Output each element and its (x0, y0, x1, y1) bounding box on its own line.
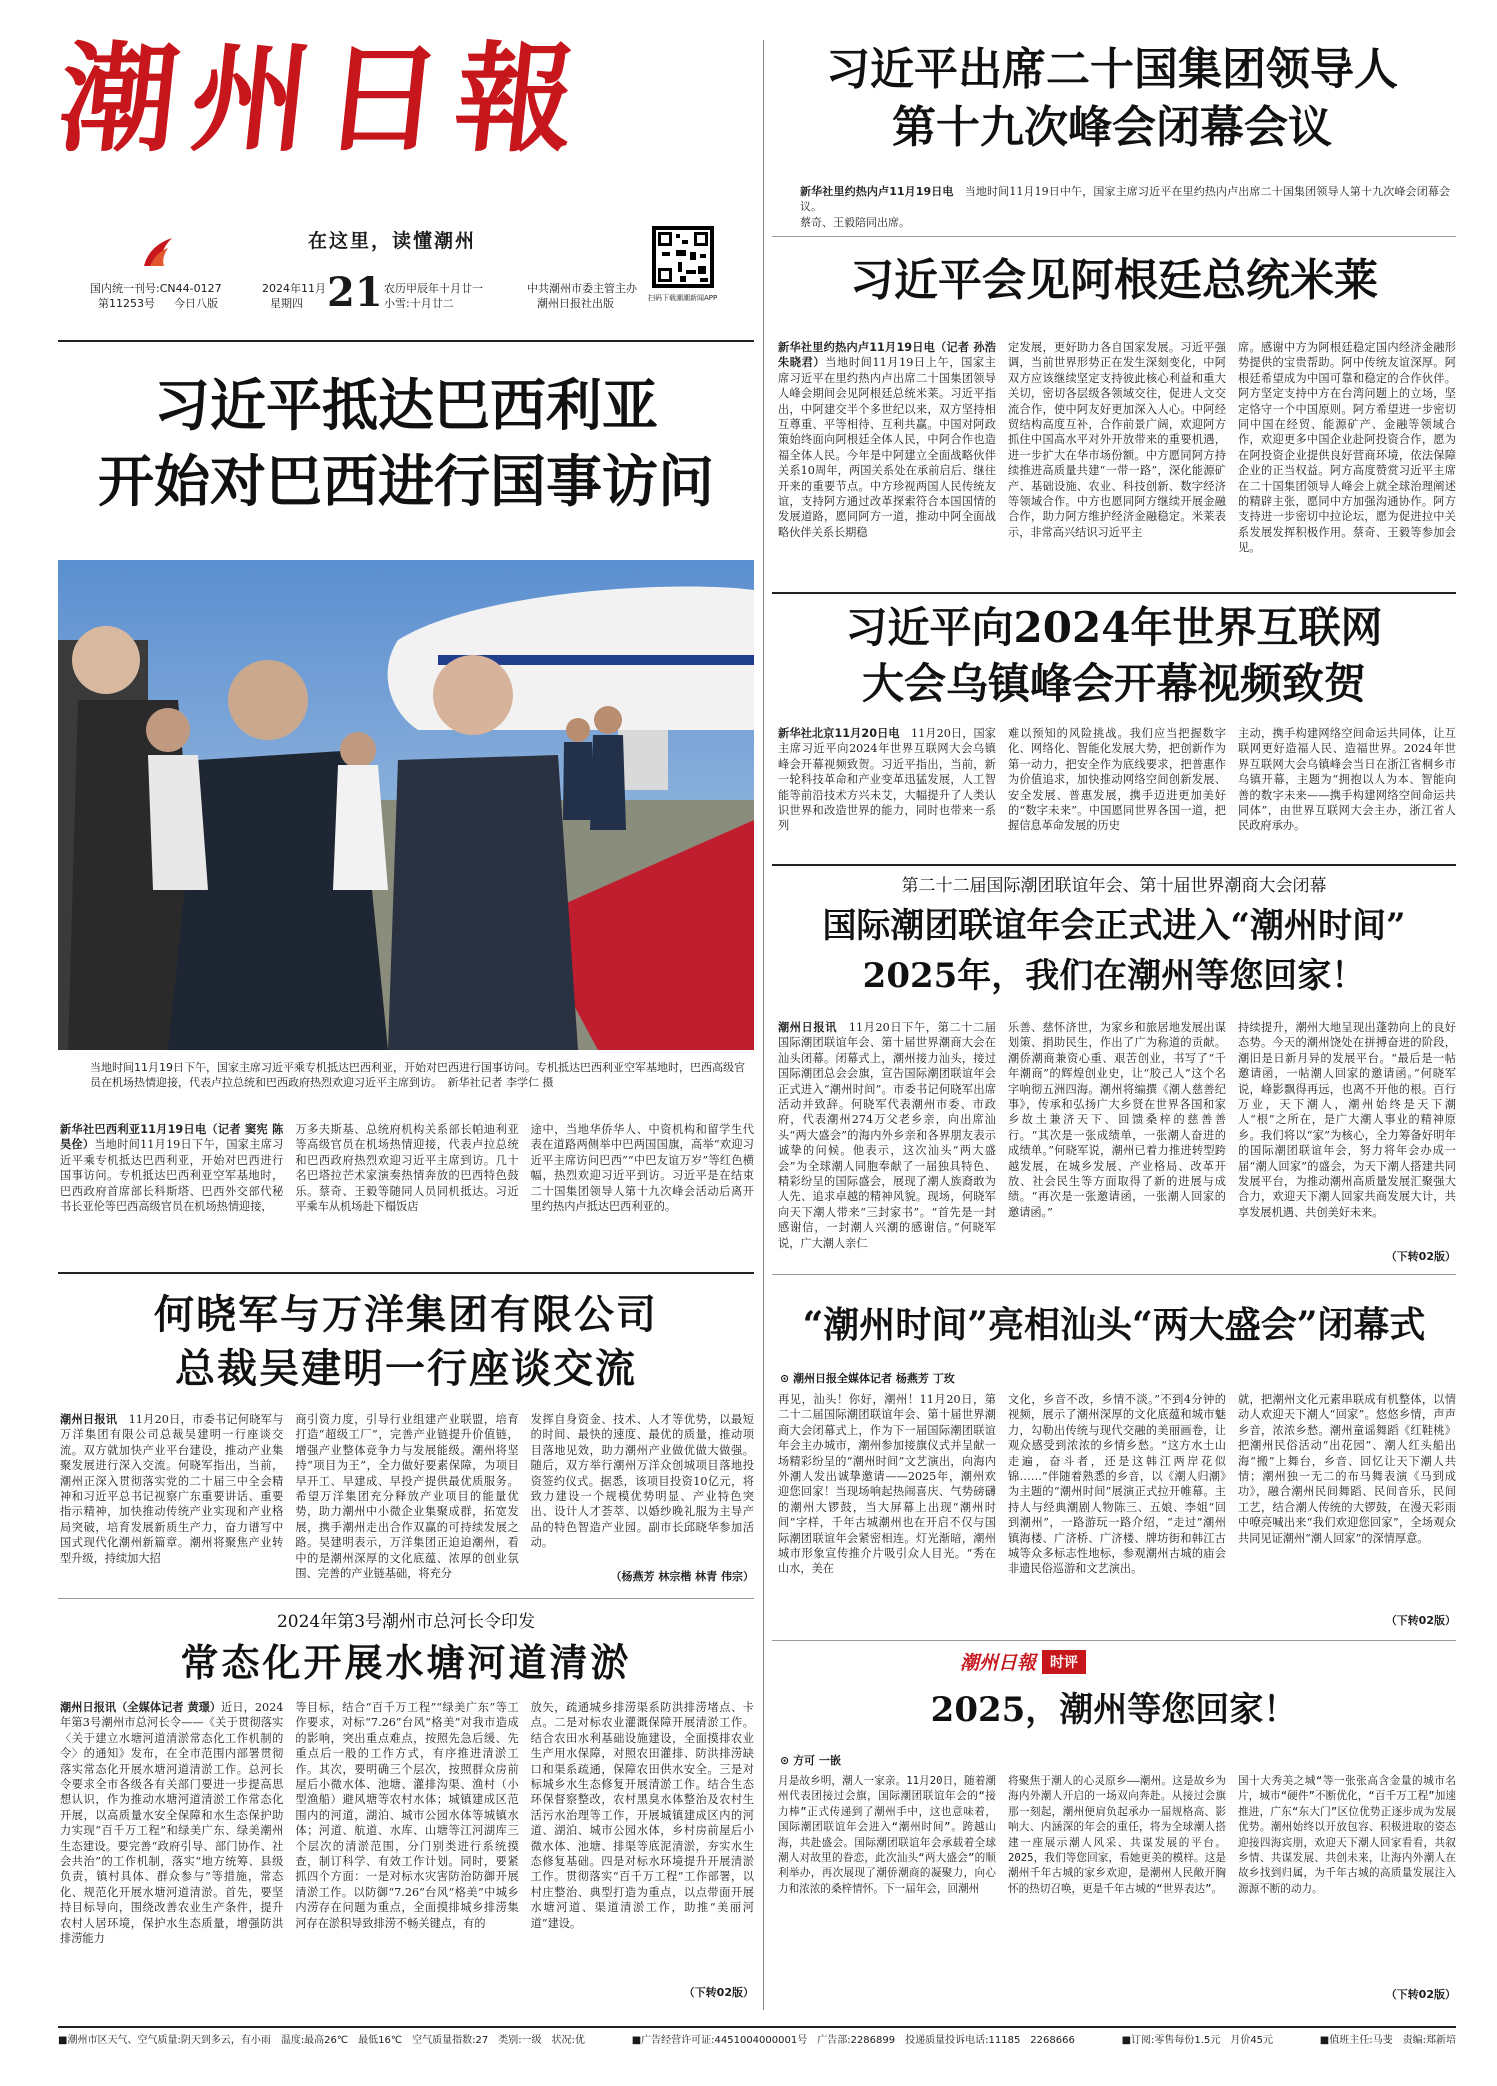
commentary-tag: 时评 (1042, 1650, 1086, 1674)
commentary-byline (780, 1752, 841, 1768)
brazil-col1 (60, 1122, 283, 1262)
river-col1-text: 近日，2024年第3号潮州市总河长令——《关于贯彻落实〈关于建立水塘河道清淤常态化工作机制的令〉的通知》发布，在全市范围内部署贯彻落实常态化开展水塘河道清淤工作。总河长令要求全市各级各有关部门要进一步提高思想认识，作为推动水塘河道清淤工作常态化开展，以高质量水安全保障和水生态保护助力实现“百千万工程”和绿美广东、绿美潮州生态建设。要完善“政府引导、部门协作、社会共治”的工作机制，落实“地方统筹、县级负责，镇村具体、群众参与”等措施，常态化、规范化开展水塘河道清淤。首先，要坚持目标导向，围绕改善农业生产条件，提升农村人居环境，保护水生态质量，增强防洪排涝能力 (60, 1701, 284, 1946)
divider (772, 1640, 1456, 1641)
wanyang-credit: （杨燕芳 林宗楷 林青 伟宗） (610, 1570, 754, 1583)
argentina-col2: 定发展，更好助力各自国家发展。习近平强调，当前世界形势正在发生深刻变化，中阿双方应该继续坚定支持彼此核心利益和重大关切，密切各层级各领域交往，促进人文交流合作，使中阿友好更加深入人心。中阿经贸结构高度互补，合作前景广阔，欢迎阿方抓住中国高水平对外开放带来的重要机遇，进一步扩大在华市场份额。中方愿同阿方持续推进高质量共建“一带一路”，深化能源矿产、基础设施、农业、科技创新、数字经济等领域合作。中方也愿同阿方继续开展金融合作，助力阿方维护经济金融稳定。米莱表示，非常高兴结识习近平主 (1008, 341, 1226, 539)
chaotuan-headline-line1[interactable]: 国际潮团联谊年会正式进入“潮州时间” (822, 906, 1406, 946)
chaotuan-col2: 乐善、慈怀济世，为家乡和旅居地发展出谋划策、捐助民生，作出了广为称道的贡献。潮侨潮商兼资心重、艰苦创业，书写了“千年潮商”的辉煌创业史，让“胶己人”这个名字响彻五洲四海。潮州将编撰《潮人慈善纪事》，传承和弘扬广大乡贤在世界各国和家乡故土兼济天下、回馈桑梓的慈善善行。“其次是一张成绩单，一张潮人奋进的成绩单。”何晓军说，潮州已着力推进转型跨越发展，在城乡发展、产业格局、改革开放、社会民生等方面取得了新的进展与成绩。“再次是一张邀请函，一张潮人回家的邀请函。” (1008, 1021, 1226, 1219)
wuzhen-headline-line1[interactable]: 习近平向2024年世界互联网 (845, 603, 1383, 652)
wuzhen-col1 (778, 726, 996, 854)
qr-caption: 扫码下载潮潮新闻APP (648, 294, 718, 302)
river-kicker: 2024年第3号潮州市总河长令印发 (276, 1612, 536, 1632)
shantou-continued[interactable]: （下转02版） (1385, 1614, 1456, 1627)
wanyang-col3: 发挥自身资金、技术、人才等优势，以最短的时间、最快的速度、最优的质量，推动项目落地见效，助力潮州产业做优做大做强。随后，双方举行潮州万洋众创城项目落地投资签约仪式。据悉，该项目投资10亿元，将致力建设一个规模优势明显、产业特色突出、设计人才荟萃、以婚纱晚礼服为主导产品的特色智造产业园。副市长邱晓华参加活动。 (530, 1413, 754, 1550)
wanyang-headline-line1[interactable]: 何晓军与万洋集团有限公司 (154, 1291, 658, 1338)
wuzhen-dateline: 新华社北京11月20日电 (778, 727, 900, 740)
chaotuan-col1-text: 11月20日下午，第二十二届国际潮团联谊年会、第十届世界潮商大会在汕头闭幕。闭幕式上，潮州接力汕头，接过国际潮团总会会旗，宣告国际潮团联谊年会正式进入“潮州时间”。市委书记何晓军出席活动并致辞。何晓军代表潮州市委、市政府，代表潮州274万父老乡亲，向出席汕头“两大盛会”的海内外乡亲和各界朋友表示诚挚的问候。他表示，这次汕头“两大盛会”为全球潮人同胞奉献了一届独具特色、精彩纷呈的国际盛会，展现了潮人族裔敢为人先、追求卓越的精神风貌。现场，何晓军向天下潮人带来“三封家书”。“首先是一封感谢信，一封潮人兴潮的感谢信。”何晓军说，广大潮人亲仁 (778, 1021, 996, 1250)
publisher-line1: 中共潮州市委主管主办 (527, 282, 637, 295)
argentina-headline[interactable]: 习近平会见阿根廷总统米莱 (850, 255, 1378, 306)
brazil-article (60, 1122, 754, 1262)
wuzhen-headline-line2[interactable]: 大会乌镇峰会开幕视频致贺 (861, 659, 1366, 708)
divider (772, 864, 1456, 866)
wuzhen-col2: 难以预知的风险挑战。我们应当把握数字化、网络化、智能化发展大势，把创新作为第一动力，把安全作为底线要求，把普惠作为价值追求，加快推动网络空间创新发展、安全发展、普惠发展，携手迈进更加美好的“数字未来”。中国愿同世界各国一道，把握信息革命发展的历史 (1008, 727, 1226, 833)
solar-term: 小雪:十月廿二 (384, 297, 454, 310)
chaotuan-headline-line2[interactable]: 2025年，我们在潮州等您回家！ (862, 956, 1366, 996)
divider (772, 592, 1456, 594)
shantou-byline-text: 潮州日报全媒体记者 杨燕芳 丁玫 (793, 1372, 955, 1385)
brazil-headline-line2[interactable]: 开始对巴西进行国事访问 (98, 449, 714, 515)
brazil-headline-line1[interactable]: 习近平抵达巴西利亚 (154, 373, 658, 439)
chaotuan-continued[interactable]: （下转02版） (1385, 1250, 1456, 1263)
river-article (60, 1700, 754, 2002)
issue-number: 第11253号 (98, 297, 155, 310)
commentary-col1: 月是故乡明，潮人一家亲。11月20日，随着潮州代表团接过会旗，国际潮团联谊年会的“接力棒”正式传递到了潮州手中，这也意味着，国际潮团联谊年会进入“潮州时间”。跨越山海，共赴盛会。国际潮团联谊年会承载着全球潮人对故里的眷恋，此次汕头“两大盛会”的顺利举办，再次展现了潮侨潮商的凝聚力，向心力和浓浓的桑梓情怀。下一届年会，回潮州 (778, 1775, 996, 1895)
footer-bar (58, 2034, 1456, 2048)
brazil-col3: 途中，当地华侨华人、中资机构和留学生代表在道路两侧举中巴两国国旗，高举“欢迎习近平主席访问巴西”“中巴友谊万岁”等红色横幅，热烈欢迎习近平到访。习近平是在结束二十国集团领导人第十九次峰会活动后离开里约热内卢抵达巴西利亚的。 (530, 1123, 754, 1214)
shantou-col3: 就，把潮州文化元素串联成有机整体，以情动人欢迎天下潮人“回家”。悠悠乡情，声声乡音，浓浓乡愁。潮州童谣舞蹈《红鞋桃》把潮州民俗活动“出花园”、潮人红头船出海“搬”上舞台，乡音、回忆让天下潮人共情；潮州独一无二的布马舞表演《马到成功》，融合潮州民间舞蹈、民间音乐，民间工艺，结合潮人传统的大锣鼓，在漫天彩雨中嘹亮喊出来“我们欢迎您回家”，全场观众共同见证潮州“潮人回家”的深情厚意。 (1238, 1393, 1456, 1545)
qr-code-icon[interactable] (652, 226, 714, 288)
shantou-byline (780, 1370, 955, 1386)
wanyang-col1 (60, 1412, 283, 1588)
publisher-line2: 潮州日报社出版 (537, 297, 614, 310)
g20-body-text2: 蔡奇、王毅陪同出席。 (800, 215, 910, 229)
camera-icon: ⊙ (780, 1372, 790, 1385)
river-continued[interactable]: （下转02版） (683, 1986, 754, 1999)
brazil-caption-text: 当地时间11月19日下午，国家主席习近平乘专机抵达巴西利亚，开始对巴西进行国事访问。专机抵达巴西利亚空军基地时，巴西高级官员在机场热情迎接，代表卢拉总统和巴西政府热烈欢迎习近平主席到访。 (90, 1061, 745, 1089)
wanyang-col1-text: 11月20日，市委书记何晓军与万洋集团有限公司总裁吴建明一行座谈交流。双方就加快产业平台建设，推动产业集聚发展进行深入交流。何晓军指出，当前，潮州正深入贯彻落实党的二十届三中全会精神和习近平总书记视察广东重要讲话、重要指示精神，加快推动传统产业实现和产业格局突破，培育发展新质生产力，奋力谱写中国式现代化潮州新篇章。潮州将聚焦产业转型升级，持续加大招 (60, 1413, 284, 1565)
wanyang-col2: 商引资力度，引导行业组建产业联盟，培育打造“超级工厂”，完善产业链提升价值链，增强产业整体竞争力与发展能级。潮州将坚持“项目为王”，全力做好要素保障，为项目早开工、早建成、早投产提供最优质服务。希望万洋集团充分释放产业项目的能量优势，助力潮州中小微企业集聚成群，拓宽发展，携手潮州走出合作双赢的可持续发展之路。吴建明表示，万洋集团正迫迫潮州，看中的是潮州深厚的文化底蕴、浓厚的创业氛围、完善的产业链基础，将充分 (295, 1413, 519, 1581)
g20-headline-line1[interactable]: 习近平出席二十国集团领导人 (826, 44, 1398, 95)
wuzhen-article (778, 726, 1456, 854)
argentina-dateline: 新华社里约热内卢11月19日电（记者 孙浩 朱晓君） (778, 341, 996, 370)
masthead-title: 潮州日報 (52, 29, 596, 168)
brazil-arrival-photo (58, 560, 754, 1050)
argentina-col1-text: 当地时间11月19日上午，国家主席习近平在里约热内卢出席二十国集团领导人峰会期间会见阿根廷总统米莱。习近平指出，中阿建交半个多世纪以来，双方坚持相互尊重、平等相待、互利共赢。中国对阿政策始终面向阿根廷全体人民，中阿合作也造福全体人民。今年是中阿建立全面战略伙伴关系10周年，两国关系处在承前启后、继往开来的重要节点。中方珍视两国人民传统友谊，支持阿方通过改革探索符合本国国情的发展道路，愿同阿方一道，推动中阿全面战略伙伴关系长期稳 (778, 356, 996, 539)
chaotuan-article (778, 1020, 1456, 1264)
brazil-caption-credit: 新华社记者 李学仁 摄 (447, 1076, 554, 1089)
argentina-col3: 席。感谢中方为阿根廷稳定国内经济金融形势提供的宝贵帮助。阿中传统友谊深厚。阿根廷希望成为中国可靠和稳定的合作伙伴。阿方坚定支持中方在台湾问题上的立场，坚定恪守一个中国原则。阿方希望进一步密切同中国在经贸、能源矿产、金融等领域合作，欢迎更多中国企业赴阿投资合作，愿为在阿投资企业提供良好营商环境，依法保障企业的正当权益。阿方高度赞赏习近平主席在二十国集团领导人峰会上就全球治理阐述的精辟主张，愿同中方加强沟通协作。阿方支持进一步密切中拉论坛，愿为促进拉中关系发展发挥积极作用。蔡奇、王毅等参加会见。 (1238, 341, 1456, 555)
brazil-col2: 万多夫斯基、总统府机构关系部长帕迪利亚等高级官员在机场热情迎接，代表卢拉总统和巴西政府热烈欢迎习近平主席到访。几十名巴塔拉芒术家演奏热情奔放的巴西特色鼓乐。蔡奇、王毅等随同人员同机抵达。习近平乘车从机场赴下榻饭店 (295, 1123, 519, 1214)
chaotuan-col1 (778, 1020, 996, 1264)
edition-count: 今日八版 (174, 297, 218, 310)
wanyang-article (60, 1412, 754, 1588)
chaotuan-kicker: 第二十二届国际潮团联谊年会、第十届世界潮商大会闭幕 (901, 876, 1327, 896)
shantou-col2: 文化，乡音不改，乡情不淡。”不到4分钟的视频，展示了潮州深厚的文化底蕴和城市魅力，勾勒出传统与现代交融的美丽画卷，让观众感受到浓浓的乡情乡愁。“这方水土山走遍，奋斗者，还是这韩江两岸花似锦……”伴随着熟悉的乡音，以《潮人归潮》为主题的“潮州时间”展演正式拉开帷幕。主持人与经典潮剧人物陈三、五娘、李姐“回到潮州”，一路游玩一路介绍，“走过”潮州镇海楼、广济桥、广济楼、牌坊街和韩江古城等众多标志性地标，参观潮州古城的庙会非遗民俗巡游和文艺演出。 (1008, 1393, 1226, 1576)
commentary-col2: 将聚焦于潮人的心灵原乡——潮州。这是故乡为海内外潮人开启的一场双向奔赴。从接过会旗那一刻起，潮州便肩负起承办一届规格高、影响大、内涵深的年会的重任，将为全球潮人搭建一座展示潮人风采、共谋发展的平台。2025，我们等您回家，看她更美的模样。这是潮州千年古城的家乡欢迎，是潮州人民敞开胸怀的热切召唤，更是千年古城的“世界表达”。 (1008, 1775, 1226, 1895)
divider (772, 1274, 1456, 1275)
chaotuan-dateline: 潮州日报讯 (778, 1021, 838, 1034)
commentary-col3: 国十大秀美之城“等一张张高含金量的城市名片，城市“硬件”不断优化，“百千万工程”加速推进，广东“东大门”区位优势正逐步成为发展优势。潮州始终以开放包容、积极进取的姿态迎接四海宾朋，欢迎天下潮人回家看看，共叙乡情、共谋发展、共创未来，让海内外潮人在故乡找到归属，为千年古城的高质量发展注入源源不断的动力。 (1238, 1775, 1456, 1895)
commentary-headline[interactable]: 2025，潮州等您回家！ (930, 1690, 1298, 1730)
g20-body-text: 当地时间11月19日中午，国家主席习近平在里约热内卢出席二十国集团领导人第十九次峰会闭幕会议。 (800, 185, 1450, 214)
shantou-headline[interactable]: “潮州时间”亮相汕头“两大盛会”闭幕式 (802, 1304, 1426, 1346)
cn-number: 国内统一刊号:CN44-0127 (90, 282, 222, 295)
river-dateline: 潮州日报讯（全媒体记者 黄璟） (60, 1701, 222, 1714)
commentary-logo: 潮州日報 (960, 1652, 1037, 1674)
wuzhen-col1-text: 11月20日，国家主席习近平向2024年世界互联网大会乌镇峰会开幕视频致贺。习近平指出，当前，新一轮科技革命和产业变革迅猛发展，人工智能等前沿技术方兴未艾，大幅提升了人类认识世界和改造世界的能力，同时也带来一系列 (778, 727, 996, 833)
commentary-byline-text: 方可 一嵌 (793, 1754, 841, 1767)
shantou-col1: 再见，汕头！你好，潮州！11月20日，第二十二届国际潮团联谊年会、第十届世界潮商大会闭幕式上，作为下一届国际潮团联谊年会主办城市，潮州参加接旗仪式并呈献一场精彩纷呈的“潮州时间”文艺演出，向海内外潮人发出诚挚邀请——2025年，潮州欢迎您回家！当现场响起热闹喜庆、气势磅礴的潮州大锣鼓，当大屏幕上出现“潮州时间”字样，千年古城潮州也在开启不仅与国际潮团联谊年会紧密相连。灯光渐暗，潮州城市形象宣传推介片吸引众人目光。“秀在山水，美在 (778, 1393, 996, 1576)
lunar-date: 农历甲辰年十月廿一 (384, 282, 483, 295)
year-month: 2024年11月 (262, 282, 326, 295)
river-col3-wrap (531, 1700, 754, 2002)
camera-icon: ⊙ (780, 1754, 790, 1767)
commentary-continued[interactable]: （下转02版） (1385, 1988, 1456, 2001)
commentary-col3-wrap (1238, 1774, 1456, 2002)
brazil-photo-caption (90, 1060, 754, 1090)
column-rule (763, 40, 764, 2010)
shantou-article (778, 1392, 1456, 1628)
wanyang-headline-line2[interactable]: 总裁吴建明一行座谈交流 (175, 1345, 637, 1392)
g20-headline-line2[interactable]: 第十九次峰会闭幕会议 (892, 102, 1332, 153)
argentina-col1 (778, 340, 996, 582)
g20-dateline: 新华社里约热内卢11月19日电 (800, 185, 954, 198)
brazil-dateline: 新华社巴西利亚11月19日电（记者 窦宪 陈昊佺） (60, 1123, 284, 1152)
masthead-logo-flame-icon (138, 232, 178, 270)
river-col3: 放矢，疏通城乡排涝渠系防洪排涝堵点、卡点。二是对标农业灌溉保障开展清淤工作。结合农田水利基础设施建设，全面摸排农业生产用水保障，对照农田灌排、防洪排涝缺口和渠系疏通，保障农田供水安全。三是对标城乡水生态修复开展清淤工作。结合生态环保督察整改，农村黑臭水体整治及农村生活污水治理等工作，开展城镇建成区内的河道、湖泊、城市公园水体，乡村房前屋后小微水体、池塘、排渠等底泥清淤，夯实水生态修复基础。四是对标水环境提升开展清淤工作。贯彻落实“百千万工程”工作部署，以村庄整治、典型打造为重点，以点带面开展水塘河道、渠道清淤工作，助推“美丽河道”建设。 (530, 1701, 754, 1930)
commentary-article (778, 1774, 1456, 2002)
day-number: 21 (327, 269, 383, 316)
shantou-col3-wrap (1238, 1392, 1456, 1628)
divider (772, 236, 1456, 237)
wanyang-dateline: 潮州日报讯 (60, 1413, 118, 1426)
weekday: 星期四 (270, 297, 303, 310)
wuzhen-col3: 主动，携手构建网络空间命运共同体，让互联网更好造福人民、造福世界。2024年世界互联网大会乌镇峰会当日在浙江省桐乡市乌镇开幕，主题为“拥抱以人为本、智能向善的数字未来——携手构建网络空间命运共同体”，由世界互联网大会主办，浙江省人民政府承办。 (1238, 727, 1456, 833)
river-headline[interactable]: 常态化开展水塘河道清淤 (180, 1640, 632, 1685)
footer-rule (58, 2026, 1456, 2028)
wanyang-col3-wrap (531, 1412, 754, 1588)
g20-body (800, 184, 1450, 232)
chaotuan-col3-wrap (1238, 1020, 1456, 1264)
divider (58, 1598, 754, 1599)
masthead-slogan: 在这里，读懂潮州 (308, 230, 477, 252)
footer-price: ■订阅:零售每份1.5元 月价45元 (1121, 2035, 1274, 2046)
argentina-article (778, 340, 1456, 582)
footer-ad: ■广告经营许可证:4451004000001号 广告部:2286899 投递质量投诉电话:11185 2268666 (631, 2035, 1075, 2046)
river-col1 (60, 1700, 283, 2002)
divider (58, 1272, 754, 1274)
chaotuan-col3: 持续提升，潮州大地呈现出蓬勃向上的良好态势。今天的潮州饶处在拼搏奋进的阶段，潮旧是日新月异的发展平台。“最后是一帖邀请函，一帖潮人回家的邀请函。”何晓军说，峰影飘得再远，也离不开他的根。百行万业，天下潮人，潮州始终是天下潮人“根”之所在，是广大潮人事业的精神原乡。我们将以“家”为核心，全力筹备好明年的国际潮团联谊年会，努力将年会办成一届“潮人回家”的盛会，为天下潮人搭建共同发展平台，为推动潮州高质量发展汇聚强大合力，欢迎天下潮人回家共商发展大计，共享发展机遇、共创美好未来。 (1238, 1021, 1456, 1219)
footer-editor: ■值班主任:马斐 责编:郑新培 (1319, 2035, 1456, 2046)
brazil-col1-text: 当地时间11月19日下午，国家主席习近平乘专机抵达巴西利亚，开始对巴西进行国事访问。专机抵达巴西利亚空军基地时，巴西政府首席部长科斯塔、巴西外交部代秘书长亚伦等巴西高级官员在机场热情迎接， (60, 1138, 284, 1214)
footer-weather: ■潮州市区天气、空气质量:阴天到多云，有小雨 温度:最高26℃ 最低16℃ 空气质量指数:27 类别:一级 状况:优 (58, 2035, 585, 2046)
commentary-banner (960, 1648, 1086, 1675)
divider (58, 340, 754, 342)
river-col2: 等目标，结合“百千万工程”“绿美广东”等工作要求，对标“7.26”台风“格美”对我市造成的影响，突出重点难点，按照先急后缓、先重点后一般的工作方式，有序推进清淤工作。其次，要明确三个层次，按照群众房前屋后小微水体、池塘、灌排沟渠、渔村（小型渔船）避风塘等农村水体；城镇建成区范围内的河道，湖泊、城市公园水体等城镇水体；河道、航道、水库、山塘等江河湖库三个层次的清淤范围，分门别类进行系统摸查，制订科学、有效工作计划。同时，要紧抓四个方面：一是对标水灾害防治防御开展清淤工作。以防御“7.26”台风“格美”中城乡内涝存在问题为重点，全面摸排城乡排涝集河存在淤积导致排涝不畅关键点，有的 (295, 1701, 519, 1930)
